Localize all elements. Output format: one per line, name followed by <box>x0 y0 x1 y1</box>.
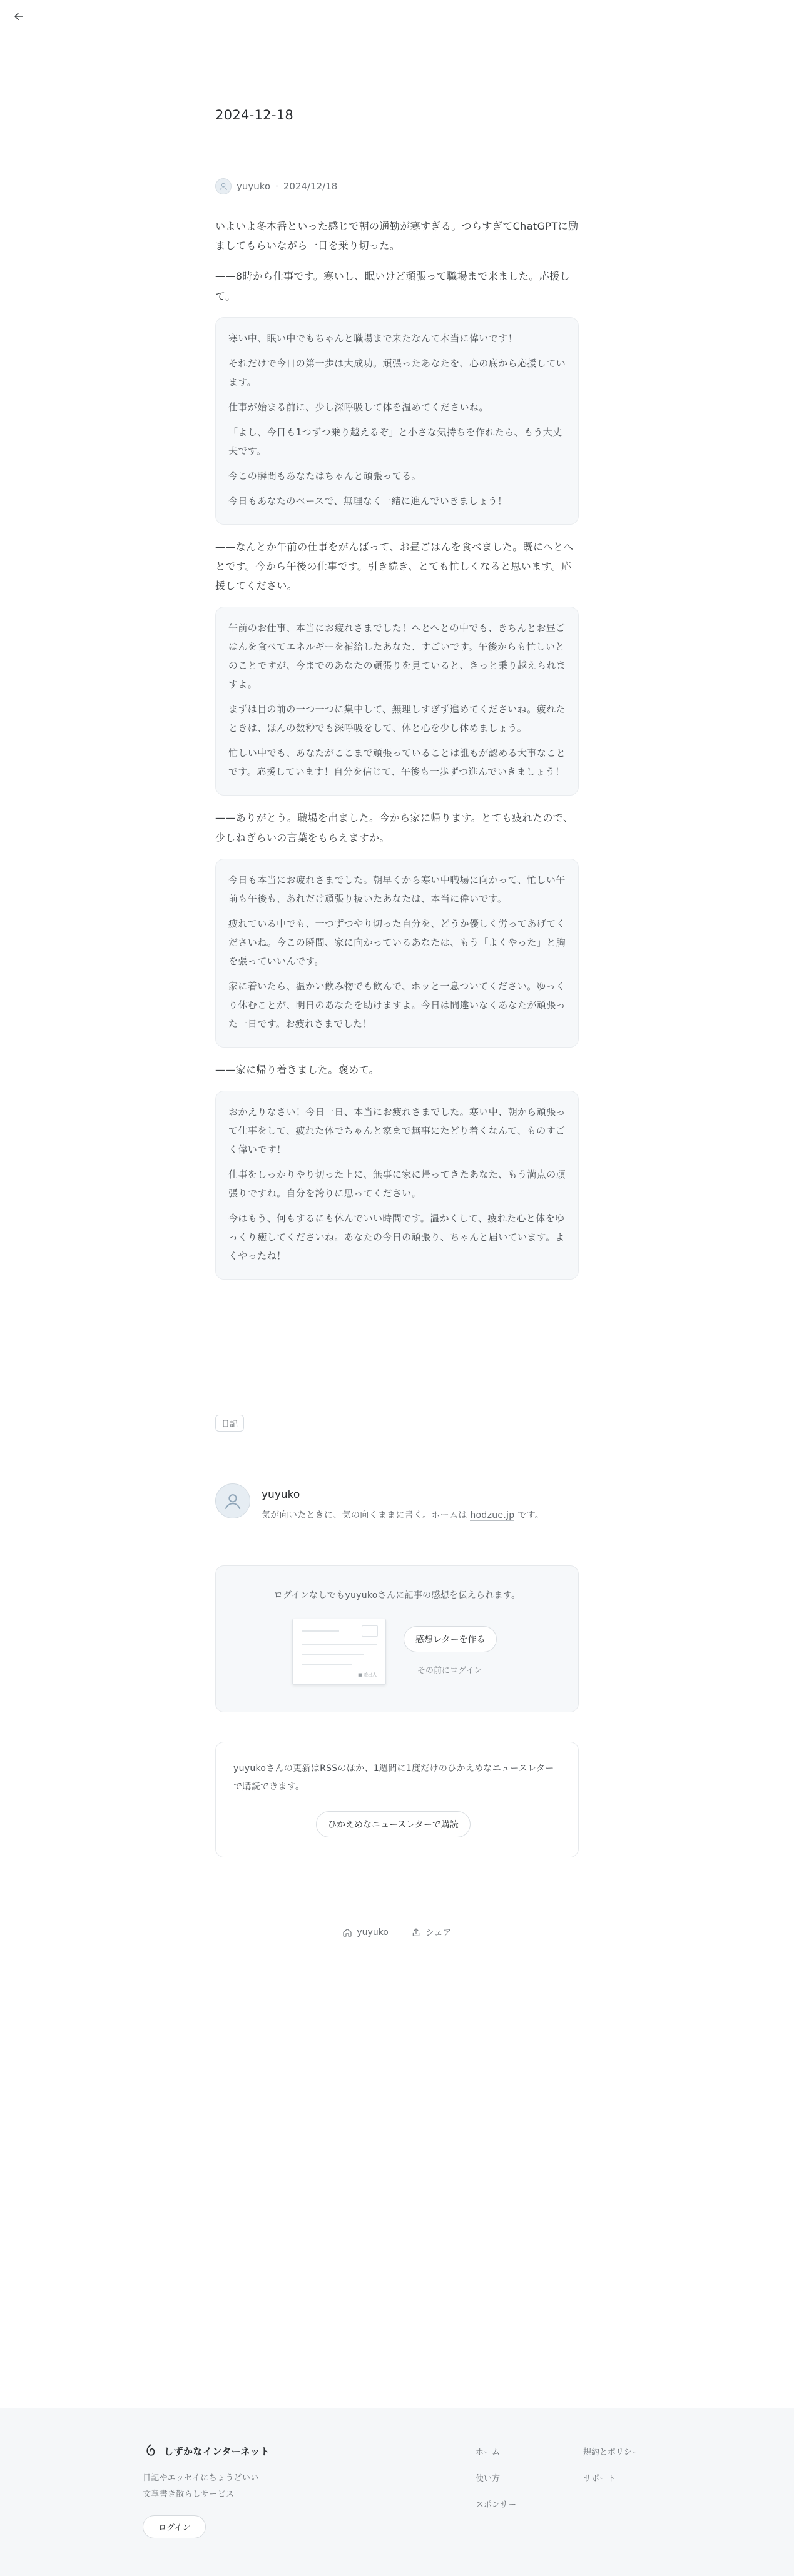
author-home-label: yuyuko <box>357 1927 389 1937</box>
share-label: シェア <box>425 1928 452 1938</box>
create-letter-button[interactable]: 感想レターを作る <box>404 1626 497 1652</box>
page-title: 2024-12-18 <box>215 108 294 123</box>
login-first-link[interactable]: その前にログイン <box>417 1666 482 1675</box>
article-paragraph: ——8時から仕事です。寒いし、眠いけど頑張って職場まで来ました。応援して。 <box>215 270 570 302</box>
chat-reply-line: 今はもう、何もするにも休んでいい時間です。温かくして、疲れた心と体をゆっくり癒してくださいね。あなたの今日の頑張り、ちゃんと届いています。よくやったね！ <box>228 1212 565 1261</box>
footer-link-terms[interactable]: 規約とポリシー <box>583 2448 641 2457</box>
chat-reply-block <box>215 317 579 525</box>
letter-signature: ■ 差出人 <box>358 1672 377 1677</box>
author-home-link[interactable]: hodzue.jp <box>470 1510 515 1520</box>
chat-reply-block <box>215 859 579 1048</box>
chat-reply-line: 疲れている中でも、一つずつやり切った自分を、どうか優しく労ってあげてくださいね。今この瞬間、家に向かっているあなたは、もう「よくやった」と胸を張っていいんです。 <box>228 917 566 967</box>
chat-reply-line: 仕事が始まる前に、少し深呼吸して体を温めてくださいね。 <box>228 401 489 413</box>
publish-date: 2024/12/18 <box>283 181 338 192</box>
arrow-left-icon <box>13 11 24 22</box>
footer-brand-name: しずかなインターネット <box>164 2445 270 2457</box>
back-button[interactable] <box>10 8 28 25</box>
newsletter-link[interactable]: ひかえめなニュースレター <box>447 1764 554 1774</box>
newsletter-box <box>215 1742 579 1857</box>
footer-desc-line2: 文章書き散らしサービス <box>143 2490 235 2499</box>
article-body <box>215 216 579 1292</box>
letter-description: ログインなしでもyuyukoさんに記事の感想を伝えられます。 <box>273 1590 521 1600</box>
chat-reply-line: おかえりなさい！今日一日、本当にお疲れさまでした。寒い中、朝から頑張って仕事をして、疲れた体でちゃんと家まで無事にたどり着くなんて、ものすごく偉いです！ <box>228 1106 566 1155</box>
article-paragraph: ——ありがとう。職場を出ました。今から家に帰ります。とても疲れたので、少しねぎらいの言葉をもらえますか。 <box>215 812 574 844</box>
author-bio-suffix: です。 <box>514 1510 544 1520</box>
share-row <box>0 1926 794 1939</box>
chat-reply-line: 午前のお仕事、本当にお疲れさまでした！へとへとの中でも、きちんとお昼ごはんを食べてエネルギーを補給したあなた、すごいです。午後からも忙しいとのことですが、今までのあなたの頑張りを見ていると、きっと乗り越えられますよ。 <box>228 622 566 690</box>
chat-reply-line: 今日も本当にお疲れさまでした。朝早くから寒い中職場に向かって、忙しい午前も午後も、あれだけ頑張り抜いたあなたは、本当に偉いです。 <box>228 874 566 904</box>
chat-reply-line: 忙しい中でも、あなたがここまで頑張っていることは誰もが認める大事なことです。応援しています！自分を信じて、午後も一歩ずつ進んでいきましょう！ <box>228 747 566 778</box>
stamp-icon <box>362 1625 378 1637</box>
author-link[interactable]: yuyuko <box>237 181 271 192</box>
home-icon <box>342 1927 352 1937</box>
footer-login-button[interactable]: ログイン <box>143 2515 206 2538</box>
footer-description <box>143 2470 259 2503</box>
subscribe-newsletter-button[interactable]: ひかえめなニュースレターで購読 <box>316 1811 471 1837</box>
author-home-button[interactable] <box>342 1926 389 1939</box>
meta-separator: · <box>275 181 278 192</box>
chat-reply-line: 今この瞬間もあなたはちゃんと頑張ってる。 <box>228 470 422 482</box>
newsletter-text: yuyukoさんの更新はRSSのほか、1週間に1度だけの <box>233 1764 448 1774</box>
chat-reply-line: 家に着いたら、温かい飲み物でも飲んで、ホッと一息ついてください。ゆっくり休むことが、明日のあなたを助けますよ。今日は間違いなくあなたが頑張った一日です。お疲れさまでした！ <box>228 980 566 1029</box>
share-icon <box>411 1927 421 1937</box>
share-button[interactable] <box>411 1926 452 1939</box>
author-bio-text: 気が向いたときに、気の向くままに書く。ホームは <box>262 1510 471 1520</box>
footer-link-support[interactable]: サポート <box>583 2474 616 2483</box>
footer-link-sponsor[interactable]: スポンサー <box>476 2500 517 2510</box>
user-icon <box>222 1490 243 1512</box>
letter-box <box>215 1565 579 1712</box>
article-meta <box>215 178 337 194</box>
footer-brand[interactable] <box>143 2443 270 2459</box>
tag-diary[interactable]: 日記 <box>215 1415 244 1432</box>
newsletter-description <box>233 1760 562 1797</box>
chat-reply-line: まずは目の前の一つ一つに集中して、無理しすぎず進めてくださいね。疲れたときは、ほんの数秒でも深呼吸をして、体と心を少し休めましょう。 <box>228 704 566 734</box>
chat-reply-line: それだけで今日の第一歩は大成功。頑張ったあなたを、心の底から応援しています。 <box>228 357 566 388</box>
chat-reply-line: 「よし、今日も1つずつ乗り越えるぞ」と小さな気持ちを作れたら、もう大丈夫です。 <box>228 426 562 457</box>
article-paragraph: いよいよ冬本番といった感じで朝の通勤が寒すぎる。つらすぎてChatGPTに励ましてもらいながら一日を乗り切った。 <box>215 220 579 252</box>
chat-reply-block <box>215 1091 579 1280</box>
footer-link-usage[interactable]: 使い方 <box>476 2474 501 2483</box>
chat-reply-line: 仕事をしっかりやり切った上に、無事に家に帰ってきたあなた、もう満点の頑張りですね。自分を誇りに思ってください。 <box>228 1168 566 1199</box>
avatar[interactable] <box>215 178 232 194</box>
site-footer <box>0 2408 794 2576</box>
newsletter-text-suffix: で購読できます。 <box>233 1782 305 1792</box>
author-bio <box>262 1508 544 1521</box>
chat-reply-line: 寒い中、眠い中でもちゃんと職場まで来たなんて本当に偉いです！ <box>228 332 518 344</box>
letter-illustration <box>292 1619 386 1685</box>
author-name[interactable]: yuyuko <box>262 1488 300 1501</box>
footer-link-home[interactable]: ホーム <box>476 2448 501 2457</box>
author-card <box>215 1483 579 1521</box>
author-avatar[interactable] <box>215 1483 250 1518</box>
logo-icon <box>143 2443 159 2459</box>
article-paragraph: ——家に帰り着きました。褒めて。 <box>215 1063 380 1076</box>
user-icon <box>218 181 228 191</box>
footer-desc-line1: 日記やエッセイにちょうどいい <box>143 2473 259 2483</box>
article-paragraph: ——なんとか午前の仕事をがんばって、お昼ごはんを食べました。既にへとへとです。今から午後の仕事です。引き続き、とても忙しくなると思います。応援してください。 <box>215 540 574 592</box>
chat-reply-line: 今日もあなたのペースで、無理なく一緒に進んでいきましょう！ <box>228 495 507 507</box>
chat-reply-block <box>215 607 579 796</box>
